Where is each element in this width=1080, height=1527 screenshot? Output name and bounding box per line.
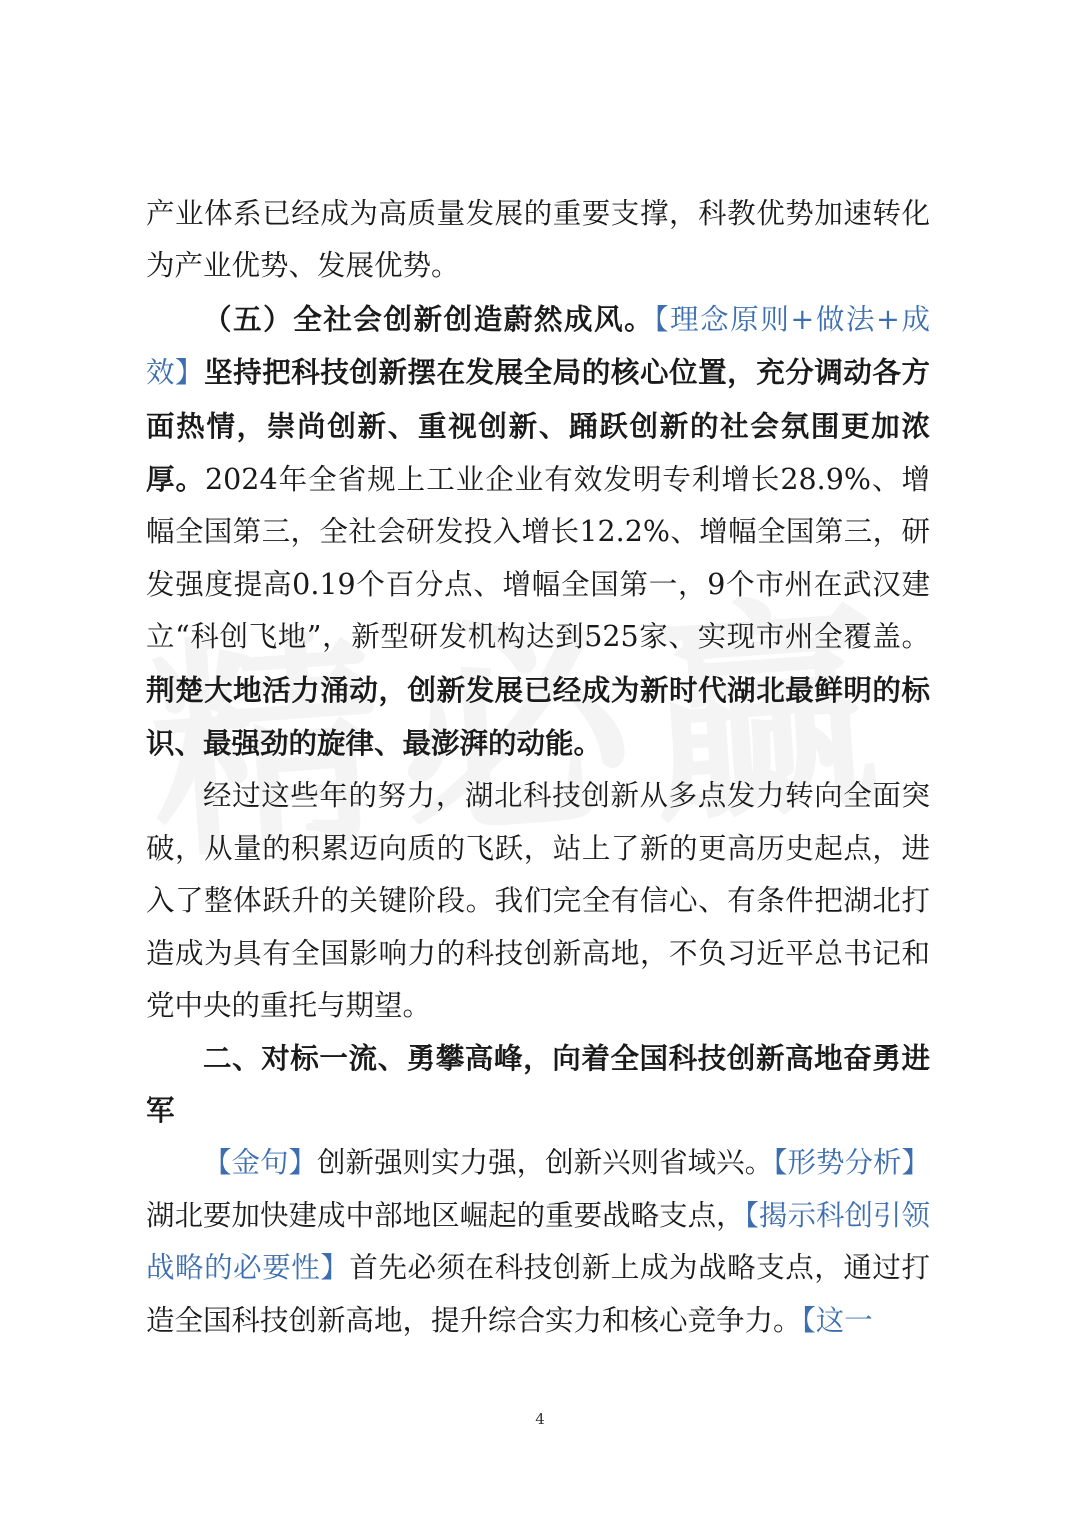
section-heading: 二、对标一流、勇攀高峰，向着全国科技创新高地奋勇进军 (146, 1041, 930, 1127)
paragraph-4-text: 首先必须在科技创新上成为战略支点，通过打造全国科技创新高地，提升综合实力和核心竞争力。 (146, 1251, 930, 1337)
annotation-note: 【这一 (801, 1303, 873, 1337)
statistics-text: 2024年全省规上工业企业有效发明专利增长28.9%、增幅全国第三，全社会研发投入增长12.2%、增幅全国第三，研发强度提高0.19个百分点、增幅全国第一，9个市州在武汉建立“科创飞地”，新型研发机构达到525家、实现市州全覆盖。 (146, 463, 930, 654)
paragraph-4-text: 创新强则实力强，创新兴则省域兴。 (317, 1146, 774, 1180)
body-text (146, 188, 930, 1347)
annotation-note: 【揭示科创引领战略的必要性】 (146, 1198, 930, 1285)
paragraph-1-text: 产业体系已经成为高质量发展的重要支撑，科教优势加速转化为产业优势、发展优势。 (146, 197, 930, 283)
paragraph-3 (146, 770, 930, 1032)
bold-text: 坚持把科技创新摆在发展全局的核心位置，充分调动各方面热情，崇尚创新、重视创新、踊跃创新的社会氛围更加浓厚。 (146, 355, 930, 497)
subsection-heading: （五）全社会创新创造蔚然成风。 (203, 301, 655, 336)
annotation-note: 【理念原则+做法+成效】 (146, 302, 930, 390)
annotation-note: 【金句】 (203, 1146, 318, 1180)
paragraph-4-text: 湖北要加快建成中部地区崛起的重要战略支点， (146, 1198, 745, 1232)
annotation-note: 【形势分析】 (773, 1146, 930, 1180)
paragraph-4 (146, 1137, 930, 1347)
bold-text: 荆楚大地活力涌动，创新发展已经成为新时代湖北最鲜明的标识、最强劲的旋律、最澎湃的动能。 (146, 672, 930, 761)
paragraph-3-text: 经过这些年的努力，湖北科技创新从多点发力转向全面突破，从量的积累迈向质的飞跃，站上了新的更高历史起点，进入了整体跃升的关键阶段。我们完全有信心、有条件把湖北打造成为具有全国影响力的科技创新高地，不负习近平总书记和党中央的重托与期望。 (146, 779, 930, 1023)
page-number: 4 (535, 1410, 545, 1428)
paragraph-1 (146, 188, 930, 293)
paragraph-2 (146, 293, 930, 771)
